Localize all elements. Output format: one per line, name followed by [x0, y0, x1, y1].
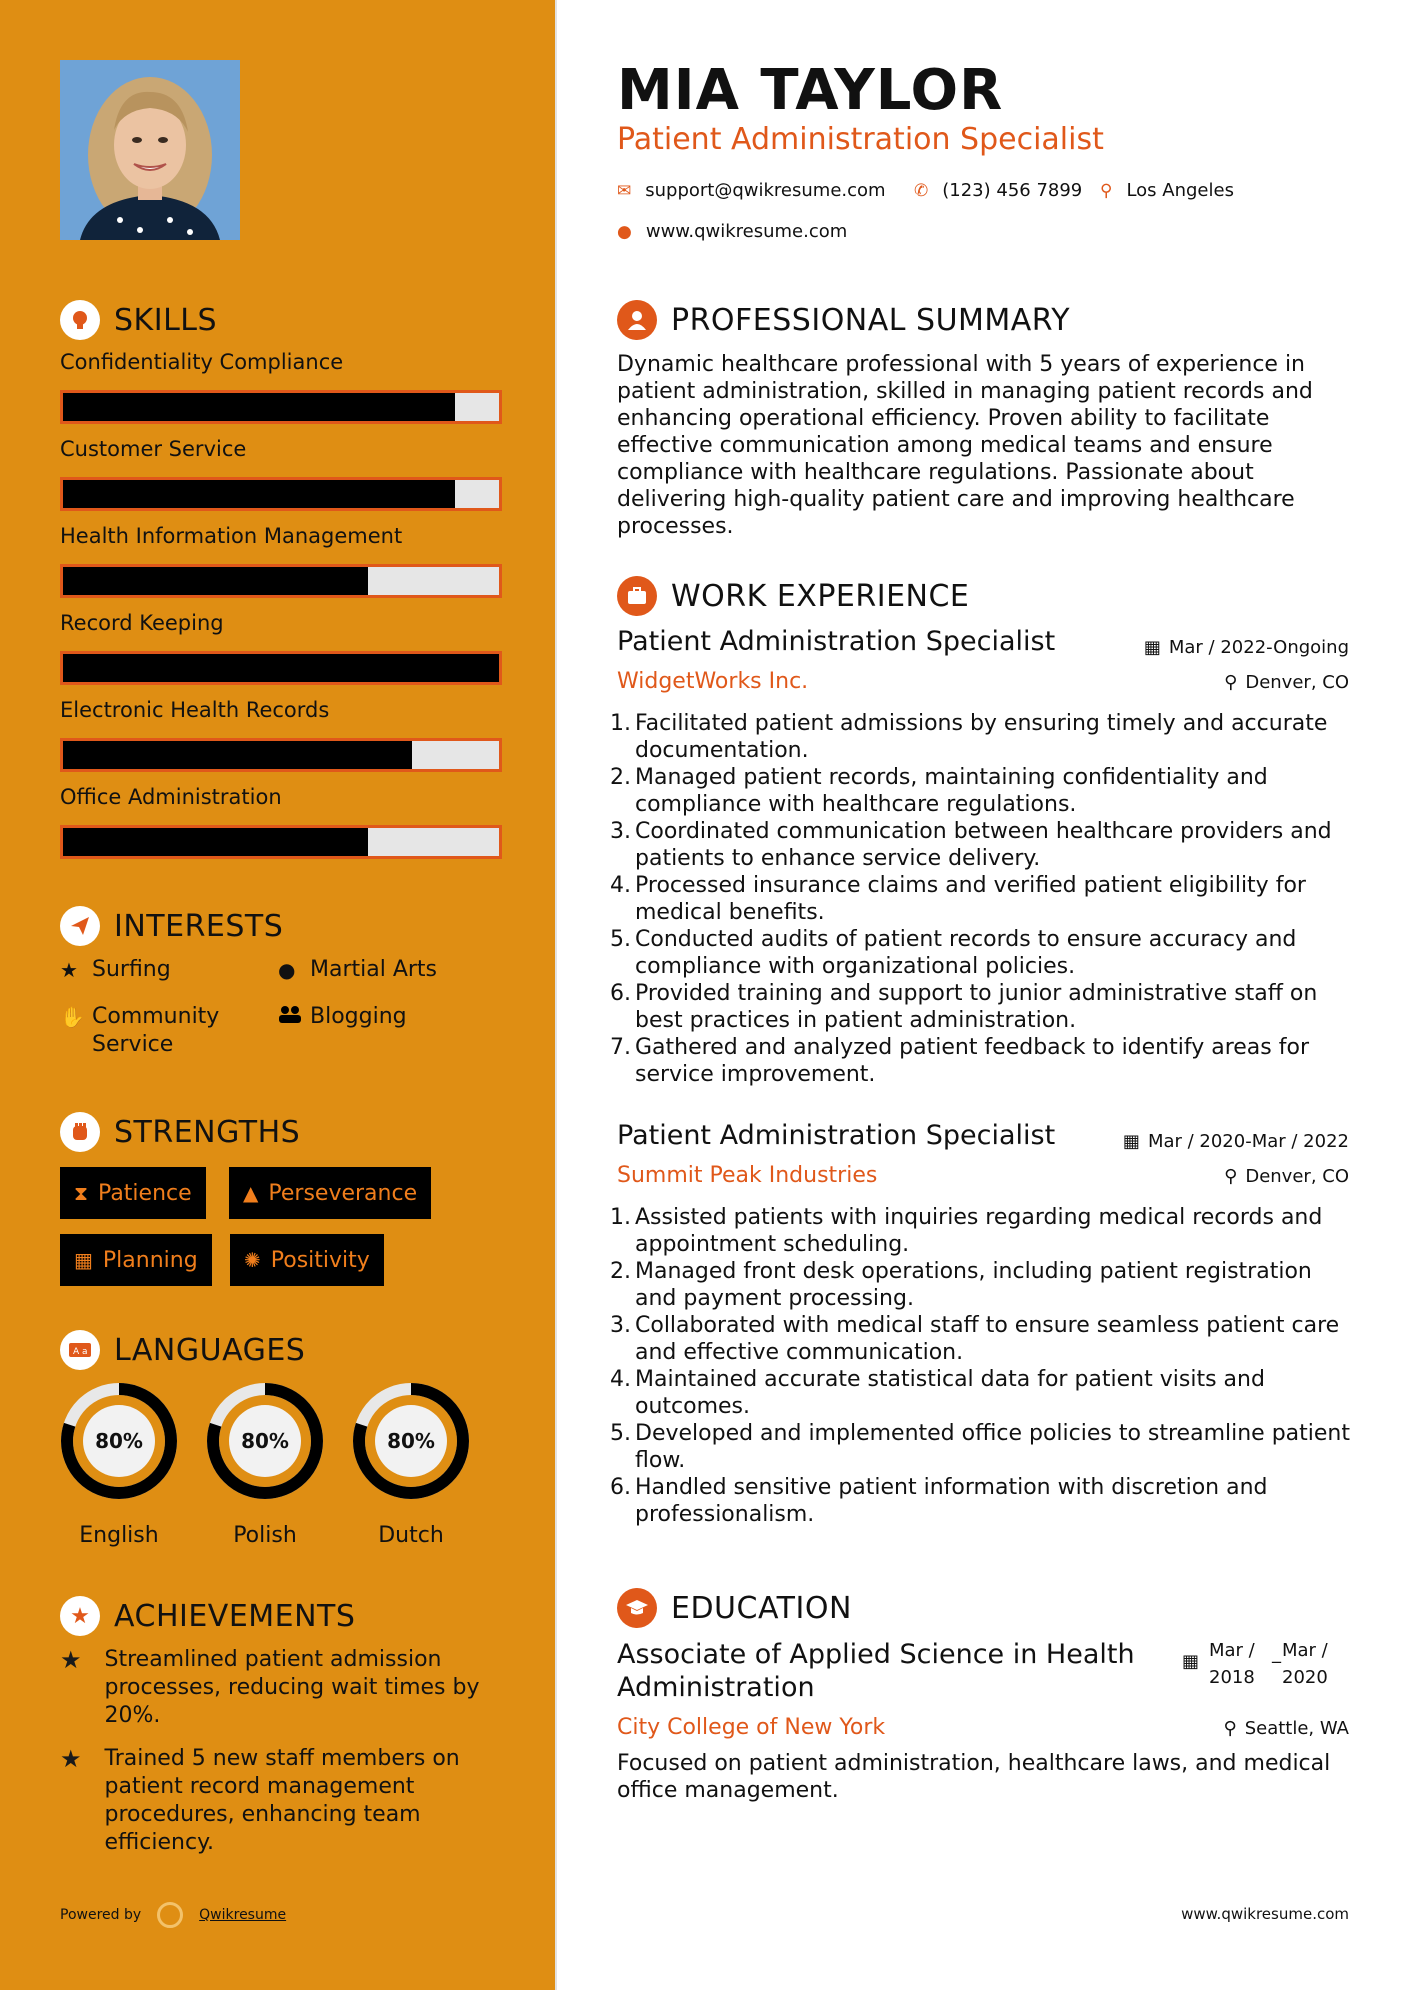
list-item: 1. Assisted patients with inquiries regarding medical records and appointment scheduling.: [610, 1204, 1360, 1258]
skill-label: Record Keeping: [60, 611, 224, 635]
envelope-icon: ✉: [617, 180, 632, 201]
contact-location: [1100, 180, 1234, 201]
skill-bar: [60, 390, 502, 424]
achievements-heading: [60, 1596, 355, 1636]
hourglass-icon: ⧗: [74, 1181, 89, 1205]
language-percent: 80%: [241, 1429, 289, 1453]
edu-start-month: Mar /: [1209, 1640, 1255, 1661]
users-icon: [278, 1003, 310, 1031]
interest-item: [278, 1003, 407, 1031]
job-location-text: Denver, CO: [1245, 1166, 1349, 1187]
education-title: EDUCATION: [671, 1590, 852, 1626]
bullet-text: Collaborated with medical staff to ensure seamless patient care and effective communication.: [635, 1313, 1340, 1365]
bullet-text: Gathered and analyzed patient feedback to identify areas for service improvement.: [635, 1035, 1309, 1087]
fist-icon: [60, 1112, 100, 1152]
achievement-text: Trained 5 new staff members on patient record management procedures, enhancing team efficiency.: [104, 1746, 460, 1855]
interest-label: Community Service: [92, 1004, 220, 1057]
website-text: www.qwikresume.com: [645, 221, 848, 242]
job-date: [1144, 637, 1349, 658]
briefcase-icon: [617, 576, 657, 616]
hand-icon: ✋: [60, 1005, 85, 1029]
education-description: Focused on patient administration, healthcare laws, and medical office management.: [617, 1751, 1331, 1803]
job-title: Patient Administration Specialist: [617, 626, 1056, 657]
skill-item: [60, 437, 500, 511]
job-location: [1224, 1166, 1349, 1187]
achievement-item: [60, 1646, 500, 1730]
job-company: Summit Peak Industries: [617, 1163, 878, 1188]
edu-date-separator: _: [1272, 1643, 1281, 1664]
paper-plane-icon: [60, 906, 100, 946]
bullet-text: Facilitated patient admissions by ensuring timely and accurate documentation.: [635, 711, 1328, 763]
list-item: 4. Processed insurance claims and verified patient eligibility for medical benefits.: [610, 872, 1360, 926]
list-item: 3. Coordinated communication between healthcare providers and patients to enhance service delivery.: [610, 818, 1360, 872]
language-name: English: [79, 1523, 159, 1548]
job-company: WidgetWorks Inc.: [617, 669, 809, 694]
job-location: [1224, 672, 1349, 693]
candidate-name: MIA TAYLOR: [617, 58, 1004, 123]
job-bullets: [610, 710, 1360, 1088]
strength-label: Patience: [98, 1180, 192, 1206]
summary-heading: [617, 300, 1070, 340]
qwikresume-logo-icon: [157, 1902, 183, 1928]
email-text: support@qwikresume.com: [645, 180, 886, 201]
location-text: Los Angeles: [1126, 180, 1234, 201]
lightbulb-icon: [60, 300, 100, 340]
skill-bar: [60, 738, 502, 772]
language-item: [205, 1381, 325, 1548]
interests-heading: [60, 906, 283, 946]
edu-end-date: [1282, 1637, 1328, 1691]
skill-bar-fill: [63, 654, 499, 682]
skill-item: [60, 350, 500, 424]
translate-icon: [60, 1330, 100, 1370]
contact-phone[interactable]: [914, 180, 1082, 201]
map-pin-icon: ⚲: [1100, 180, 1113, 201]
language-percent: 80%: [95, 1429, 143, 1453]
list-item: 2. Managed patient records, maintaining confidentiality and compliance with healthcare regulations.: [610, 764, 1360, 818]
skill-label: Health Information Management: [60, 524, 403, 548]
strength-label: Planning: [102, 1247, 198, 1273]
language-item: [59, 1381, 179, 1548]
edu-end-month: Mar /: [1282, 1640, 1328, 1661]
sidebar: [0, 0, 557, 1990]
interests-title: INTERESTS: [114, 908, 284, 944]
job-bullets: [610, 1204, 1360, 1528]
list-item: 5. Conducted audits of patient records to ensure accuracy and compliance with organizational policies.: [610, 926, 1360, 980]
interest-item: [60, 1003, 260, 1059]
skills-title: SKILLS: [114, 302, 218, 338]
svg-text:A: A: [73, 1347, 80, 1357]
language-name: Dutch: [378, 1523, 444, 1548]
svg-text:a: a: [82, 1347, 88, 1357]
bullet-text: Maintained accurate statistical data for patient visits and outcomes.: [635, 1367, 1265, 1419]
list-item: 5. Developed and implemented office policies to streamline patient flow.: [610, 1420, 1360, 1474]
powered-by-label: Powered by: [60, 1907, 142, 1923]
pushpin-icon: ⚲: [1223, 1718, 1237, 1739]
pushpin-icon: ⚲: [1224, 672, 1238, 693]
language-ring: [351, 1381, 471, 1501]
candidate-role: Patient Administration Specialist: [617, 122, 1104, 157]
bullet-text: Managed front desk operations, including patient registration and payment processing.: [635, 1259, 1312, 1311]
bullet-text: Assisted patients with inquiries regarding medical records and appointment scheduling.: [635, 1205, 1323, 1257]
strength-badge: [60, 1234, 212, 1286]
skill-item: [60, 698, 500, 772]
edu-location-text: Seattle, WA: [1244, 1718, 1349, 1739]
job-location-text: Denver, CO: [1245, 672, 1349, 693]
footer-url[interactable]: www.qwikresume.com: [1181, 1905, 1349, 1923]
bullet-text: Processed insurance claims and verified patient eligibility for medical benefits.: [635, 873, 1306, 925]
list-item: 4. Maintained accurate statistical data for patient visits and outcomes.: [610, 1366, 1360, 1420]
globe-icon: ●: [278, 958, 296, 982]
star-icon: ★: [60, 958, 78, 982]
bullet-text: Provided training and support to junior administrative staff on best practices in patient administration.: [635, 981, 1318, 1033]
calendar-icon: ▦: [1143, 637, 1161, 658]
contact-website[interactable]: [617, 221, 847, 242]
edu-end-year: 2020: [1282, 1667, 1328, 1688]
phone-icon: ✆: [914, 180, 929, 201]
skill-label: Office Administration: [60, 785, 282, 809]
skill-bar: [60, 564, 502, 598]
language-percent: 80%: [387, 1429, 435, 1453]
skill-bar: [60, 825, 502, 859]
calendar-icon: ▦: [1122, 1131, 1140, 1152]
achievement-item: [60, 1745, 500, 1857]
achievement-text: Streamlined patient admission processes, reducing wait times by 20%.: [104, 1647, 480, 1728]
phone-text: (123) 456 7899: [942, 180, 1083, 201]
strengths-title: STRENGTHS: [114, 1114, 301, 1150]
edu-start-year: 2018: [1209, 1667, 1255, 1688]
skill-bar-fill: [63, 828, 368, 856]
contact-email[interactable]: [617, 180, 886, 201]
language-ring: [59, 1381, 179, 1501]
skill-item: [60, 611, 500, 685]
strength-badge: [230, 1234, 384, 1286]
strength-badge: [229, 1167, 431, 1219]
bullet-text: Coordinated communication between healthcare providers and patients to enhance service delivery.: [635, 819, 1332, 871]
job-date-text: Mar / 2020-Mar / 2022: [1147, 1131, 1349, 1152]
strength-label: Perseverance: [268, 1180, 418, 1206]
pushpin-icon: ⚲: [1224, 1166, 1238, 1187]
star-icon: ★: [60, 1646, 82, 1674]
sun-icon: ✺: [244, 1248, 261, 1272]
user-icon: [617, 300, 657, 340]
list-item: 7. Gathered and analyzed patient feedback to identify areas for service improvement.: [610, 1034, 1360, 1088]
strength-label: Positivity: [270, 1247, 370, 1273]
interest-label: Martial Arts: [310, 957, 438, 982]
interest-item: [60, 956, 171, 984]
strength-badge: [60, 1167, 206, 1219]
calendar-icon: ▦: [74, 1248, 93, 1272]
skills-heading: [60, 300, 217, 340]
interest-item: [278, 956, 437, 984]
bullet-text: Managed patient records, maintaining confidentiality and compliance with healthcare regulations.: [635, 765, 1268, 817]
star-icon: ★: [60, 1745, 82, 1773]
profile-photo: [60, 60, 240, 240]
job-date-text: Mar / 2022-Ongoing: [1168, 637, 1349, 658]
skill-bar: [60, 477, 502, 511]
skill-bar: [60, 651, 502, 685]
list-item: 6. Provided training and support to junior administrative staff on best practices in patient administration.: [610, 980, 1360, 1034]
language-ring: [205, 1381, 325, 1501]
experience-title: WORK EXPERIENCE: [671, 578, 970, 614]
job-date: [1123, 1131, 1349, 1152]
powered-by: [60, 1902, 286, 1928]
bullet-text: Conducted audits of patient records to ensure accuracy and compliance with organizational policies.: [635, 927, 1297, 979]
interest-label: Surfing: [92, 957, 171, 982]
skill-item: [60, 785, 500, 859]
skill-label: Customer Service: [60, 437, 247, 461]
experience-heading: [617, 576, 969, 616]
education-heading: [617, 1588, 852, 1628]
skill-bar-fill: [63, 480, 455, 508]
star-badge-icon: ★: [60, 1596, 100, 1636]
skill-bar-fill: [63, 393, 455, 421]
interest-label: Blogging: [310, 1004, 407, 1029]
edu-location: [1224, 1718, 1349, 1739]
summary-text: Dynamic healthcare professional with 5 years of experience in patient administration, skilled in managing patient records and enhancing operational efficiency. Proven ability to facilitate effective communication among medical teams and ensure compliance with healthcare regulations. Passionate about delivering high-quality patient care and improving healthcare processes.: [617, 352, 1313, 539]
list-item: 2. Managed front desk operations, including patient registration and payment processing.: [610, 1258, 1360, 1312]
skill-item: [60, 524, 500, 598]
skill-label: Confidentiality Compliance: [60, 350, 344, 374]
achievements-title: ACHIEVEMENTS: [114, 1598, 356, 1634]
bullet-text: Handled sensitive patient information with discretion and professionalism.: [635, 1475, 1268, 1527]
language-name: Polish: [233, 1523, 297, 1548]
edu-start-date: [1209, 1637, 1255, 1691]
list-item: 3. Collaborated with medical staff to ensure seamless patient care and effective communication.: [610, 1312, 1360, 1366]
globe-icon: ●: [617, 221, 632, 242]
calendar-icon: ▦: [1182, 1651, 1200, 1672]
skill-bar-fill: [63, 567, 368, 595]
list-item: 1. Facilitated patient admissions by ensuring timely and accurate documentation.: [610, 710, 1360, 764]
bullet-text: Developed and implemented office policies to streamline patient flow.: [635, 1421, 1350, 1473]
strengths-heading: [60, 1112, 300, 1152]
graduation-cap-icon: [617, 1588, 657, 1628]
school-name: City College of New York: [617, 1715, 886, 1740]
job-title: Patient Administration Specialist: [617, 1120, 1056, 1151]
road-icon: ▲: [243, 1181, 259, 1205]
summary-title: PROFESSIONAL SUMMARY: [671, 302, 1071, 338]
languages-heading: [60, 1330, 305, 1370]
skill-label: Electronic Health Records: [60, 698, 330, 722]
degree-title: Associate of Applied Science in Health Administration: [617, 1639, 1135, 1703]
list-item: 6. Handled sensitive patient information with discretion and professionalism.: [610, 1474, 1360, 1528]
languages-title: LANGUAGES: [114, 1332, 306, 1368]
language-item: [351, 1381, 471, 1548]
skill-bar-fill: [63, 741, 412, 769]
qwikresume-link[interactable]: Qwikresume: [199, 1907, 287, 1923]
